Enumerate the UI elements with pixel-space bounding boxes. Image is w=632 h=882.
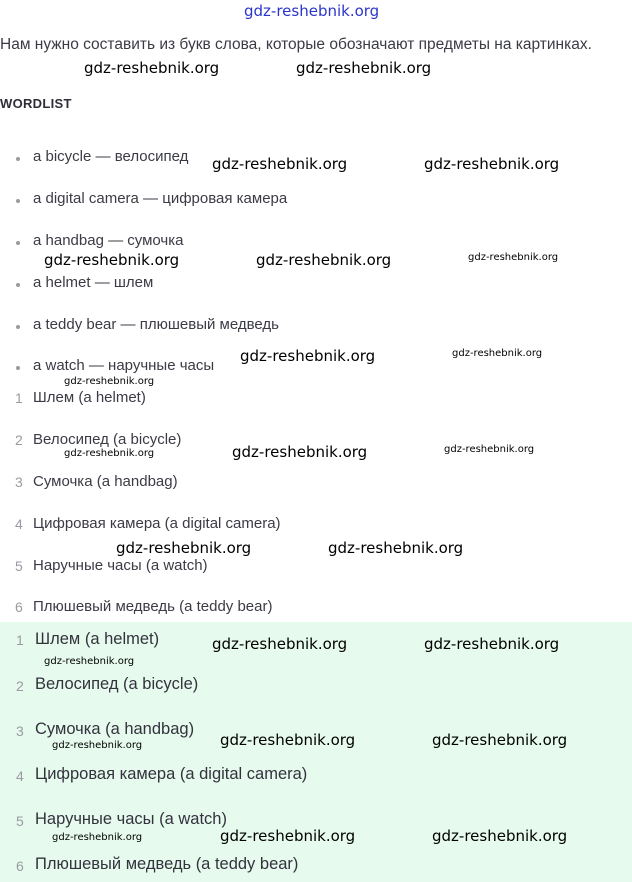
list-item: Цифровая камера (a digital camera) xyxy=(35,765,308,783)
list-item: Сумочка (a handbag) xyxy=(33,473,178,490)
list-number: 6 xyxy=(15,599,23,615)
watermark: gdz-reshebnik.org xyxy=(64,376,155,387)
list-number: 5 xyxy=(16,813,24,829)
list-item: Шлем (a helmet) xyxy=(35,630,160,648)
watermark: gdz-reshebnik.org xyxy=(44,656,135,667)
list-item: a watch — наручные часы xyxy=(33,357,215,374)
list-item: a helmet — шлем xyxy=(33,274,154,291)
watermark: gdz-reshebnik.org xyxy=(220,827,356,845)
list-item: a teddy bear — плюшевый медведь xyxy=(33,316,279,333)
watermark-top: gdz-reshebnik.org xyxy=(244,2,380,20)
list-item: a digital camera — цифровая камера xyxy=(33,190,288,207)
list-item: a handbag — сумочка xyxy=(33,232,184,249)
bullet-icon xyxy=(16,157,20,161)
list-item: a bicycle — велосипед xyxy=(33,148,189,165)
watermark: gdz-reshebnik.org xyxy=(432,731,568,749)
wordlist-heading: WORDLIST xyxy=(0,96,72,111)
watermark: gdz-reshebnik.org xyxy=(212,155,348,173)
watermark: gdz-reshebnik.org xyxy=(52,832,143,843)
bullet-icon xyxy=(16,366,20,370)
watermark: gdz-reshebnik.org xyxy=(328,539,464,557)
list-number: 4 xyxy=(15,516,23,532)
list-number: 3 xyxy=(16,723,24,739)
bullet-icon xyxy=(16,199,20,203)
list-number: 6 xyxy=(16,858,24,874)
watermark: gdz-reshebnik.org xyxy=(44,251,180,269)
watermark: gdz-reshebnik.org xyxy=(84,59,220,77)
watermark: gdz-reshebnik.org xyxy=(432,827,568,845)
watermark: gdz-reshebnik.org xyxy=(468,252,559,263)
watermark: gdz-reshebnik.org xyxy=(296,59,432,77)
watermark: gdz-reshebnik.org xyxy=(64,448,155,459)
watermark: gdz-reshebnik.org xyxy=(256,251,392,269)
bullet-icon xyxy=(16,241,20,245)
list-item: Плюшевый медведь (a teddy bear) xyxy=(33,598,273,615)
watermark: gdz-reshebnik.org xyxy=(52,740,143,751)
watermark: gdz-reshebnik.org xyxy=(452,348,543,359)
intro-text: Нам нужно составить из букв слова, которые обозначают предметы на картинках. xyxy=(0,36,592,53)
watermark: gdz-reshebnik.org xyxy=(444,444,535,455)
list-number: 2 xyxy=(16,678,24,694)
list-number: 5 xyxy=(15,558,23,574)
list-item: Наручные часы (a watch) xyxy=(33,557,208,574)
list-number: 1 xyxy=(16,632,24,648)
list-number: 4 xyxy=(16,768,24,784)
watermark: gdz-reshebnik.org xyxy=(240,347,376,365)
list-number: 3 xyxy=(15,474,23,490)
list-number: 2 xyxy=(15,432,23,448)
list-item: Цифровая камера (a digital camera) xyxy=(33,515,281,532)
watermark: gdz-reshebnik.org xyxy=(232,443,368,461)
watermark: gdz-reshebnik.org xyxy=(220,731,356,749)
list-item: Наручные часы (a watch) xyxy=(35,810,227,828)
watermark: gdz-reshebnik.org xyxy=(116,539,252,557)
watermark: gdz-reshebnik.org xyxy=(212,635,348,653)
list-item: Велосипед (a bicycle) xyxy=(35,675,199,693)
list-item: Сумочка (a handbag) xyxy=(35,720,195,738)
bullet-icon xyxy=(16,283,20,287)
list-item: Шлем (a helmet) xyxy=(33,389,146,406)
bullet-icon xyxy=(16,325,20,329)
list-item: Плюшевый медведь (a teddy bear) xyxy=(35,855,299,873)
list-number: 1 xyxy=(15,390,23,406)
watermark: gdz-reshebnik.org xyxy=(424,635,560,653)
list-item: Велосипед (a bicycle) xyxy=(33,431,182,448)
watermark: gdz-reshebnik.org xyxy=(424,155,560,173)
